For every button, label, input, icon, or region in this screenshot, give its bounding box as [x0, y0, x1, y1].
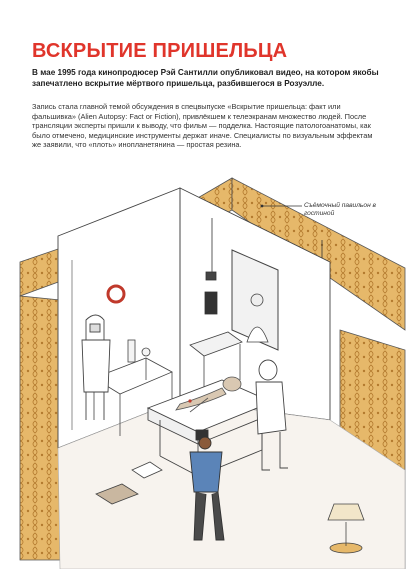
lead-paragraph: В мае 1995 года кинопродюсер Рэй Сантилли опубликовал видео, на котором якобы запечатлено вскрытие мёртвого пришельца, разбившегося в Розуэлле.: [32, 68, 379, 88]
illustration-caption: Съёмочный павильон в гостиной: [304, 202, 376, 217]
page-title: ВСКРЫТИЕ ПРИШЕЛЬЦА: [32, 40, 288, 62]
body-paragraph: Запись стала главной темой обсуждения в спецвыпуске «Вскрытие пришельца: факт или фальшивка» (Alien Autopsy: Fact or Fiction), привлёкшем к телеэкранам множество людей. После трансляции эксперты пришли к выводу, что фильм — подделка. Настоящие патологоанатомы, как было отмечено, медицинские инструменты держат иначе. Специалисты по визуальным эффектам же заявили, что «плоть» инопланетянина — простая резина.: [32, 102, 373, 150]
